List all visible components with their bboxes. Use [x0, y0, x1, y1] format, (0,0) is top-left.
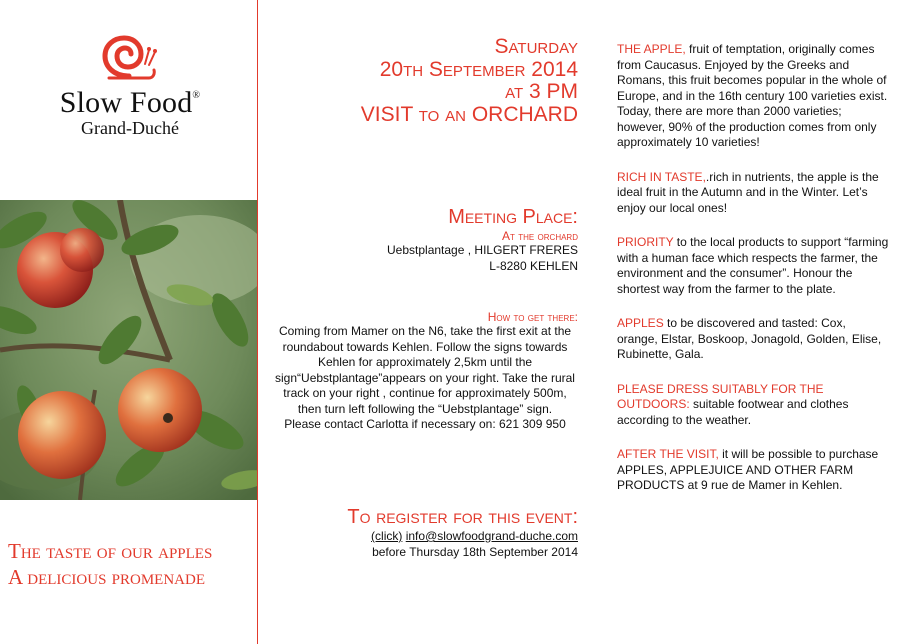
- register-click-link[interactable]: (click): [371, 529, 403, 543]
- apple-tree-photo: [0, 200, 257, 500]
- event-heading: [272, 36, 578, 126]
- column-divider: [257, 0, 258, 644]
- info-column: [617, 42, 889, 513]
- info-lead: RICH IN TASTE,: [617, 169, 706, 184]
- register-email-link[interactable]: info@slowfoodgrand-duche.com: [405, 529, 578, 543]
- event-title: VISIT to an ORCHARD: [360, 102, 578, 126]
- meeting-heading: Meeting Place:: [448, 206, 578, 228]
- contact-text: Please contact Carlotta if necessary on: 621 309 950: [284, 417, 566, 431]
- meeting-address-line-1: Uebstplantage , HILGERT FRERES: [387, 243, 578, 257]
- info-text: fruit of temptation, originally comes from Caucasus. Enjoyed by the Greeks and Romans, this fruit becomes popular in the whole of Europe, and in the 16th century 100 varieties exist. Today, there are more than 2000 varieties; however, 90% of the production comes from only approximately 10 varieties!: [617, 42, 888, 149]
- tagline-line-1: The taste of our apples: [8, 539, 213, 563]
- snail-logo-icon: [99, 34, 161, 84]
- register-link-line: [272, 529, 578, 545]
- info-lead: PRIORITY: [617, 235, 674, 249]
- info-paragraph: [617, 42, 889, 151]
- event-date: 20th September 2014: [379, 57, 578, 81]
- info-paragraph: [617, 447, 889, 494]
- event-day: Saturday: [494, 35, 578, 58]
- event-time: at 3 PM: [505, 80, 578, 103]
- brand-name: Slow Food®: [59, 86, 201, 119]
- info-lead: PLEASE DRESS SUITABLY FOR THE OUTDOORS:: [617, 381, 824, 411]
- slow-food-logo: [40, 34, 220, 139]
- info-lead: APPLES: [617, 316, 664, 330]
- info-lead: THE APPLE,: [617, 42, 686, 56]
- info-paragraph: [617, 382, 889, 429]
- directions-section: [272, 310, 578, 433]
- tagline: [8, 538, 212, 590]
- info-paragraph: [617, 316, 889, 363]
- meeting-sub: At the orchard: [501, 229, 578, 243]
- directions-text: Coming from Mamer on the N6, take the first exit at the roundabout towards Kehlen. Follow the signs towards Kehlen for approximately 2,5km until the sign“Uebstplantage”appears on your right. Take the rural track on your right , continue for approximately 500m, then turn left following the “Uebstplantage” sign.: [275, 324, 575, 416]
- register-deadline: before Thursday 18th September 2014: [372, 544, 578, 559]
- register-heading: To register for this event:: [347, 506, 578, 528]
- info-text: .rich in nutrients, the apple is the ideal fruit in the Autumn and in the Winter. Let’s enjoy our local ones!: [617, 169, 879, 215]
- register-section: [272, 506, 578, 560]
- tagline-line-2: A delicious promenade: [8, 565, 206, 589]
- info-text: suitable footwear and clothes according to the weather.: [617, 397, 849, 427]
- info-text: it will be possible to purchase APPLES, APPLEJUICE AND OTHER FARM PRODUCTS at 9 rue de Mamer in Kehlen.: [617, 447, 879, 492]
- brand-region: Grand-Duché: [81, 118, 179, 138]
- info-paragraph: [617, 235, 889, 297]
- meeting-address-line-2: L-8280 KEHLEN: [489, 258, 578, 273]
- directions-heading: How to get there:: [487, 310, 578, 324]
- info-lead: AFTER THE VISIT,: [617, 447, 719, 461]
- meeting-section: [272, 206, 578, 274]
- info-paragraph: [617, 170, 889, 217]
- info-text: to the local products to support “farming with a human face which respects the farmer, the environment and the consumer”. Honour the shortest way from the farmer to the plate.: [617, 235, 889, 296]
- info-text: to be discovered and tasted: Cox, orange, Elstar, Boskoop, Jonagold, Golden, Elise, Rubinette, Gala.: [617, 316, 882, 361]
